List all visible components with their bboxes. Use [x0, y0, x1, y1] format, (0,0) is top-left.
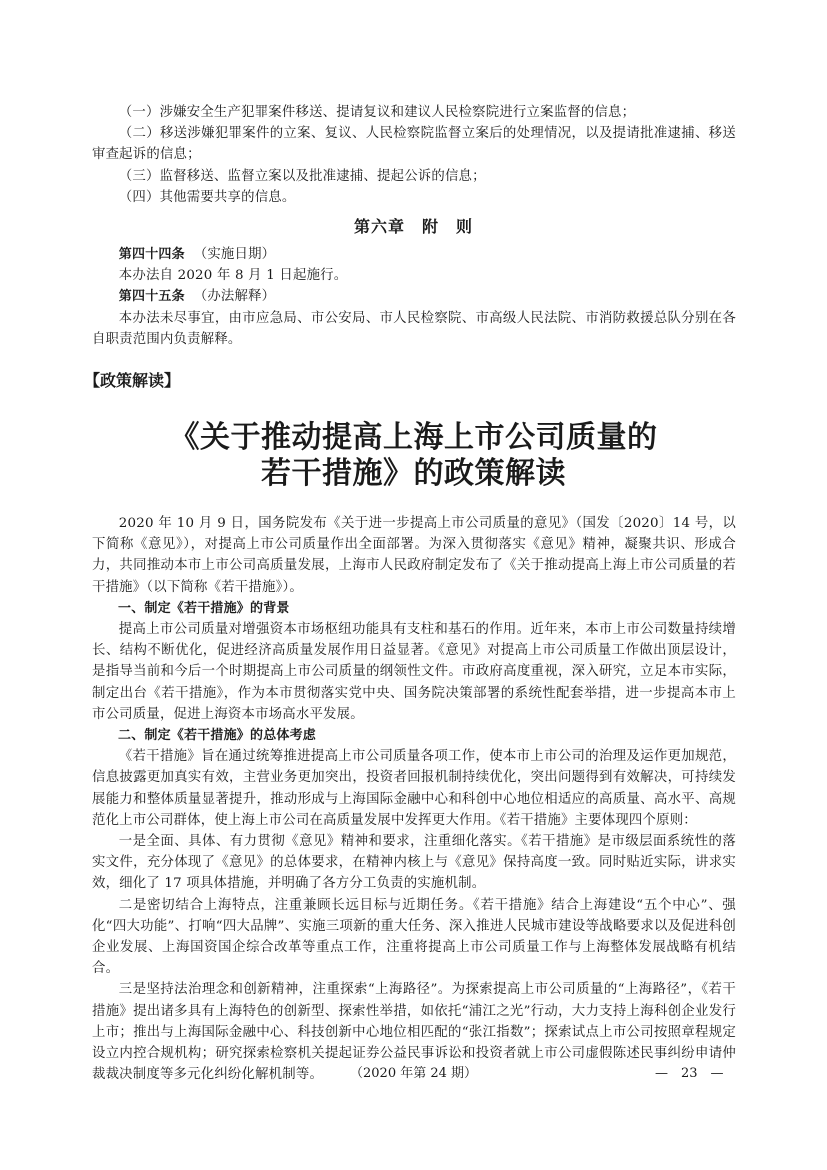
article-44-label: 第四十四条 — [118, 247, 185, 262]
articles — [92, 244, 736, 350]
section-tag: 【政策解读】 — [84, 371, 181, 390]
document-title-line-1: 《关于推动提高上海上市公司质量的 — [169, 420, 658, 455]
article-45-text: 本办法未尽事宜，由市应急局、市公安局、市人民检察院、市高级人民法院、市消防救援总队分别在各自职责范围内负责解释。 — [92, 310, 736, 347]
info-list — [92, 102, 736, 208]
footer-issue: （2020 年第 24 期） — [350, 1066, 478, 1081]
document-title-line-2: 若干措施》的政策解读 — [261, 456, 566, 491]
article-body — [92, 513, 736, 1085]
section-1-heading: 一、制定《若干措施》的背景 — [118, 600, 290, 616]
section-2-heading: 二、制定《若干措施》的总体考虑 — [118, 728, 317, 744]
document-title — [0, 420, 827, 492]
section-2-paragraph-3: 二是密切结合上海特点，注重兼顾长远目标与近期任务。《若干措施》结合上海建设“五个中心”、强化“四大功能”、打响“四大品牌”、实施三项新的重大任务、深入推进人民城市建设等战略要求以及促进科创企业发展、上海国资国企综合改革等重点工作，注重将提高上市公司质量工作与上海整体发展战略有机结合。 — [92, 897, 736, 977]
chapter-title: 第六章 附 则 — [353, 217, 473, 236]
article-44-title: （实施日期） — [193, 247, 276, 262]
info-item-3: （三）监督移送、监督立案以及批准逮捕、提起公诉的信息； — [118, 168, 486, 184]
page-number: — 23 — — [655, 1066, 724, 1081]
article-44-heading — [92, 244, 736, 265]
section-2-paragraph-2: 一是全面、具体、有力贯彻《意见》精神和要求，注重细化落实。《若干措施》是市级层面系统性的落实文件，充分体现了《意见》的总体要求，在精神内核上与《意见》保持高度一致。同时贴近实际，讲求实效，细化了 17 项具体措施，并明确了各方分工负责的实施机制。 — [92, 834, 736, 892]
section-2-paragraph-4: 三是坚持法治理念和创新精神，注重探索“上海路径”。为探索提高上市公司质量的“上海路径”，《若干措施》提出诸多具有上海特色的创新型、探索性举措，如依托“浦江之光”行动，大力支持上海科创企业发行上市；推出与上海国际金融中心、科技创新中心地位相匹配的“张江指数”；探索试点上市公司按照章程规定设立内控合规机构；研究探索检察机关提起证券公益民事诉讼和投资者就上市公司虚假陈述民事纠纷申请仲裁裁决制度等多元化纠纷化解机制等。 — [92, 982, 736, 1083]
section-2-paragraph-1: 《若干措施》旨在通过统筹推进提高上市公司质量各项工作，使本市上市公司的治理及运作更加规范，信息披露更加真实有效，主营业务更加突出，投资者回报机制持续优化，突出问题得到有效解决，可持续发展能力和整体质量显著提升，推动形成与上海国际金融中心和科创中心地位相适应的高质量、高水平、高规范化上市公司群体，使上海上市公司在高质量发展中发挥更大作用。《若干措施》主要体现四个原则： — [92, 749, 736, 828]
intro-paragraph: 2020 年 10 月 9 日，国务院发布《关于进一步提高上市公司质量的意见》（国发〔2020〕14 号，以下简称《意见》），对提高上市公司质量作出全面部署。为深入贯彻落实《意见》精神，凝聚共识、形成合力，共同推动本市上市公司高质量发展，上海市人民政府制定发布了《关于推动提高上海上市公司质量的若干措施》（以下简称《若干措施》）。 — [92, 516, 736, 595]
article-45-title: （办法解释） — [193, 289, 276, 305]
article-45-heading — [92, 286, 736, 307]
section-1-paragraph-1: 提高上市公司质量对增强资本市场枢纽功能具有支柱和基石的作用。近年来，本市上市公司数量持续增长、结构不断优化，促进经济高质量发展作用日益显著。《意见》对提高上市公司质量工作做出顶层设计，是指导当前和今后一个时期提高上市公司质量的纲领性文件。市政府高度重视，深入研究，立足本市实际，制定出台《若干措施》，作为本市贯彻落实党中央、国务院决策部署的系统性配套举措，进一步提高本市上市公司质量，促进上海资本市场高水平发展。 — [92, 622, 736, 722]
article-44-text: 本办法自 2020 年 8 月 1 日起施行。 — [118, 268, 348, 284]
info-item-4: （四）其他需要共享的信息。 — [118, 189, 296, 205]
info-item-1: （一）涉嫌安全生产犯罪案件移送、提请复议和建议人民检察院进行立案监督的信息； — [118, 105, 636, 120]
info-item-2: （二）移送涉嫌犯罪案件的立案、复议、人民检察院监督立案后的处理情况，以及提请批准逮捕、移送审查起诉的信息； — [92, 126, 736, 163]
article-45-label: 第四十五条 — [118, 289, 185, 305]
